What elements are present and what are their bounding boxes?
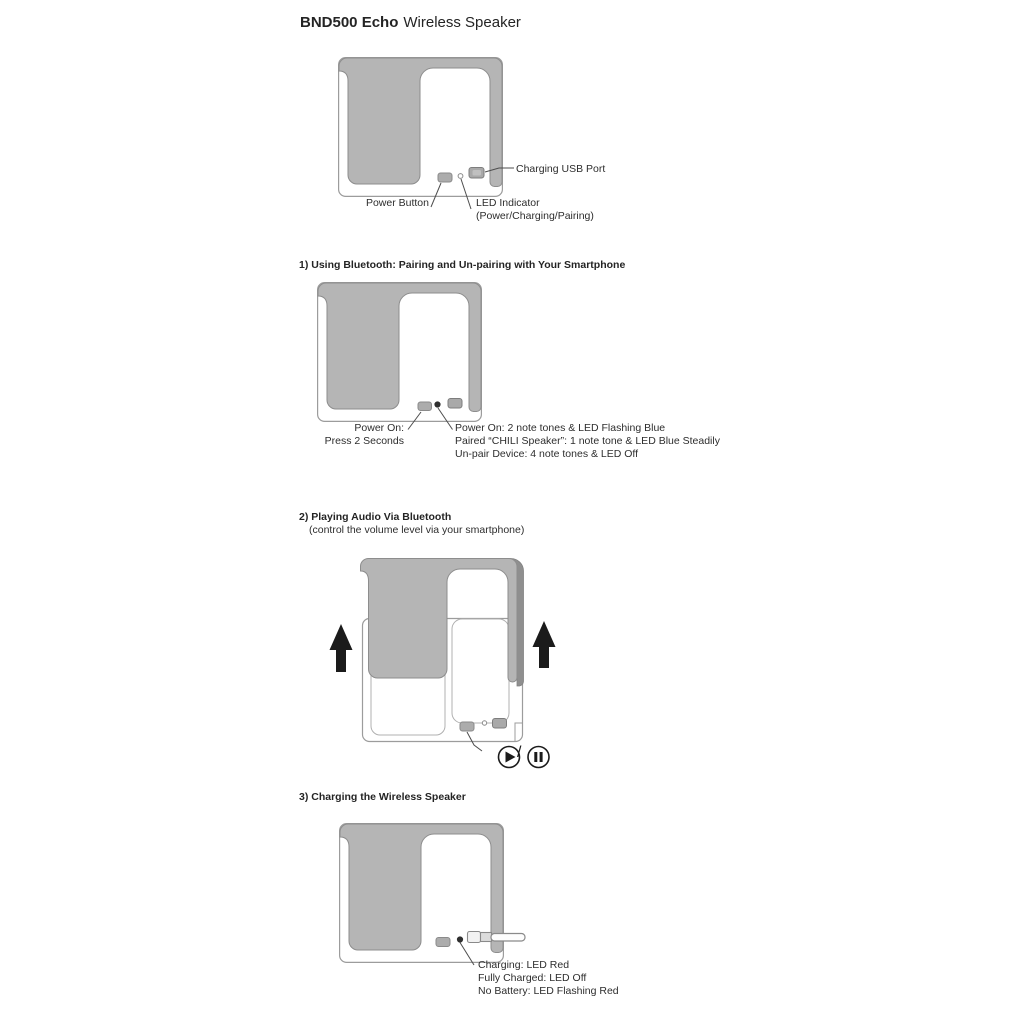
- led-indicator-label: [476, 197, 594, 223]
- usb-cable-shape: [468, 932, 526, 943]
- power-button-shape: [436, 938, 450, 947]
- led-indicator-shape-lit: [435, 402, 440, 407]
- speaker-expand-illustration: [325, 555, 615, 775]
- power-button-shape: [418, 402, 432, 411]
- charging-status-line3: No Battery: LED Flashing Red: [478, 985, 619, 997]
- product-name: Wireless Speaker: [403, 14, 521, 31]
- power-button-shape: [438, 173, 452, 182]
- section1-heading: 1) Using Bluetooth: Pairing and Un-pairing with Your Smartphone: [299, 259, 626, 271]
- power-button-label: Power Button: [365, 197, 429, 209]
- up-arrow-icon: [533, 621, 556, 668]
- usb-port-shape: [493, 719, 507, 729]
- power-on-callout: [300, 422, 404, 448]
- led-indicator-shape: [458, 174, 463, 179]
- pairing-status-callout: [455, 422, 720, 461]
- charging-status-line2: Fully Charged: LED Off: [478, 972, 587, 984]
- speaker-overview-illustration: [336, 55, 626, 215]
- pairing-status-line2: Paired “CHILI Speaker”: 1 note tone & LED Blue Steadily: [455, 435, 720, 447]
- up-arrow-icon: [330, 624, 353, 672]
- power-on-callout-line2: Press 2 Seconds: [324, 435, 404, 447]
- speaker-pairing-illustration: [315, 280, 515, 435]
- charging-status-callout: [478, 959, 619, 998]
- play-pause-separator: /: [517, 744, 522, 761]
- pause-icon: [528, 747, 549, 768]
- led-indicator-label-line1: LED Indicator: [476, 197, 540, 209]
- led-indicator-shape-lit: [457, 937, 462, 942]
- led-indicator-shape: [482, 721, 486, 725]
- pairing-status-line1: Power On: 2 note tones & LED Flashing Blue: [455, 422, 666, 434]
- usb-port-inner: [473, 170, 482, 176]
- pairing-status-line3: Un-pair Device: 4 note tones & LED Off: [455, 448, 639, 460]
- page-title: [300, 13, 521, 32]
- section3-heading: 3) Charging the Wireless Speaker: [299, 791, 466, 803]
- usb-port-label: Charging USB Port: [516, 163, 606, 175]
- speaker-charging-illustration: [337, 820, 627, 980]
- charging-status-line1: Charging: LED Red: [478, 959, 570, 971]
- usb-port-shape: [448, 399, 462, 409]
- power-button-shape: [460, 722, 474, 731]
- product-model: BND500 Echo: [300, 14, 399, 31]
- section2-note: (control the volume level via your smartphone): [309, 524, 525, 536]
- power-on-callout-line1: Power On:: [354, 422, 404, 434]
- led-indicator-label-line2: (Power/Charging/Pairing): [476, 210, 594, 222]
- section2-heading: 2) Playing Audio Via Bluetooth: [299, 511, 452, 523]
